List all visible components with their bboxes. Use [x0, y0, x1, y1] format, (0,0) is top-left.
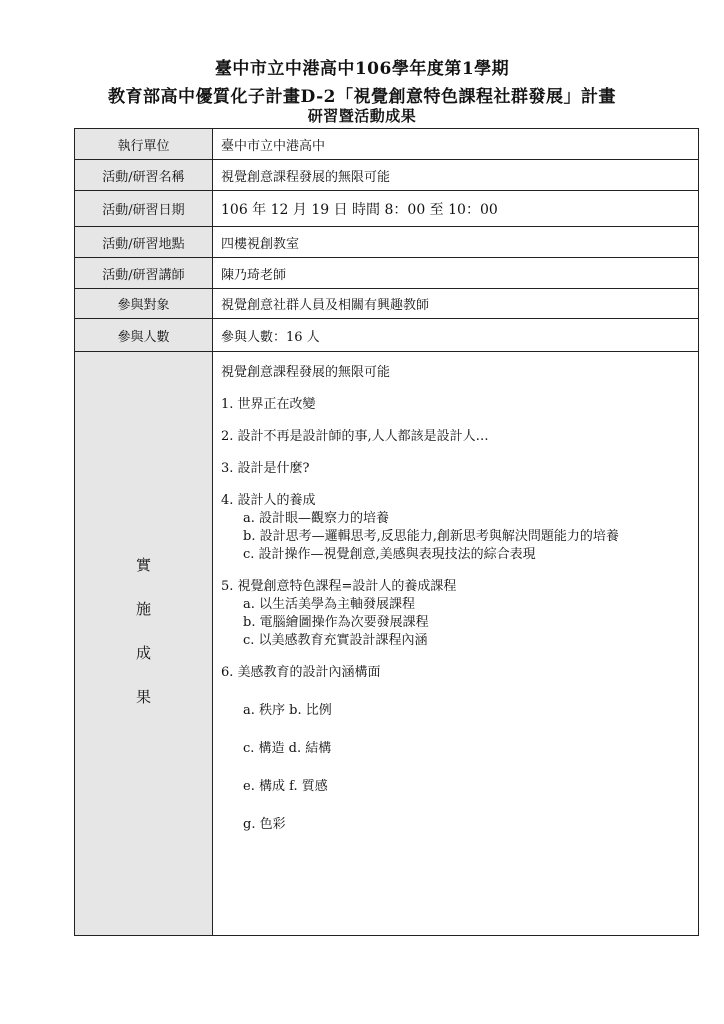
table-row	[75, 129, 699, 160]
list-item: 3. 設計是什麼?	[221, 461, 310, 476]
list-subitem: b. 設計思考—邏輯思考,反思能力,創新思考與解決問題能力的培養	[243, 529, 619, 544]
list-subitem: a. 以生活美學為主軸發展課程	[243, 597, 416, 612]
table-row	[75, 160, 699, 191]
label-activity-date: 活動/研習日期	[75, 191, 213, 227]
list-subitem: c. 以美感教育充實設計課程內涵	[243, 633, 428, 648]
label-activity-name: 活動/研習名稱	[75, 160, 213, 191]
table-row	[75, 319, 699, 352]
value-executing-unit: 臺中市立中港高中	[213, 129, 699, 160]
results-heading: 視覺創意課程發展的無限可能	[221, 365, 391, 380]
value-activity-name: 視覺創意課程發展的無限可能	[213, 160, 699, 191]
label-results-char: 實	[135, 555, 151, 574]
label-results-char: 果	[135, 687, 151, 706]
label-results-char: 成	[135, 643, 151, 662]
activity-report-table	[74, 128, 699, 936]
results-content	[213, 352, 699, 936]
value-participant-count: 參與人數：16 人	[213, 319, 699, 352]
label-participant-count: 參與人數	[75, 319, 213, 352]
list-subitem: e. 構成 f. 質感	[243, 779, 328, 794]
list-item: 1. 世界正在改變	[221, 397, 316, 412]
list-item: 5. 視覺創意特色課程=設計人的養成課程	[221, 579, 457, 594]
list-subitem: a. 秩序 b. 比例	[243, 703, 332, 718]
label-activity-lecturer: 活動/研習講師	[75, 258, 213, 289]
list-subitem: c. 設計操作—視覺創意,美感與表現技法的綜合表現	[243, 547, 536, 562]
value-activity-date: 106 年 12 月 19 日 時間 8：00 至 10：00	[213, 191, 699, 227]
label-activity-location: 活動/研習地點	[75, 227, 213, 258]
table-row	[75, 289, 699, 319]
doc-title-project: 教育部高中優質化子計畫D-2「視覺創意特色課程社群發展」計畫	[108, 87, 616, 107]
label-executing-unit: 執行單位	[75, 129, 213, 160]
list-subitem: c. 構造 d. 結構	[243, 741, 332, 756]
table-row	[75, 258, 699, 289]
label-results-char: 施	[135, 599, 151, 618]
value-participants: 視覺創意社群人員及相關有興趣教師	[213, 289, 699, 319]
list-subitem: g. 色彩	[243, 817, 286, 832]
doc-title-school-term: 臺中市立中港高中106學年度第1學期	[214, 59, 510, 79]
value-activity-lecturer: 陳乃琦老師	[213, 258, 699, 289]
list-item: 4. 設計人的養成	[221, 493, 316, 508]
label-participants: 參與對象	[75, 289, 213, 319]
value-activity-location: 四樓視創教室	[213, 227, 699, 258]
list-item: 2. 設計不再是設計師的事,人人都該是設計人…	[221, 429, 489, 444]
list-subitem: b. 電腦繪圖操作為次要發展課程	[243, 615, 429, 630]
table-row	[75, 191, 699, 227]
doc-title-report: 研習暨活動成果	[307, 107, 417, 125]
list-subitem: a. 設計眼—觀察力的培養	[243, 511, 390, 526]
table-row	[75, 352, 699, 936]
table-row	[75, 227, 699, 258]
label-results	[75, 352, 213, 936]
list-item: 6. 美感教育的設計內涵構面	[221, 665, 381, 680]
